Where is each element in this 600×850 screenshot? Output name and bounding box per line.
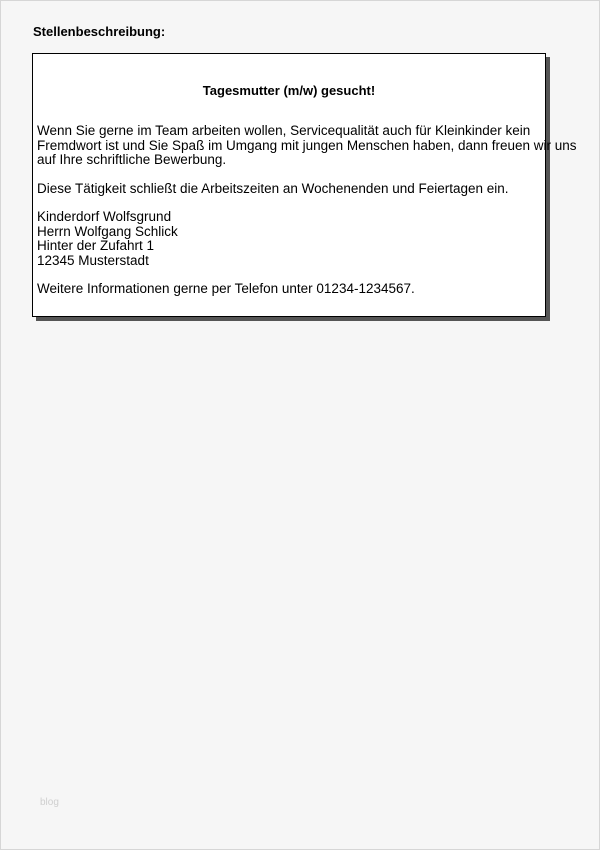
address-line: Herrn Wolfgang Schlick bbox=[37, 223, 178, 239]
job-description-box bbox=[32, 53, 577, 317]
address-block bbox=[37, 210, 541, 268]
address-line: Kinderdorf Wolfsgrund bbox=[37, 209, 172, 224]
watermark-text: blog bbox=[40, 797, 59, 808]
condition-paragraph: Diese Tätigkeit schließt die Arbeitszeiten an Wochenenden und Feiertagen ein. bbox=[37, 180, 509, 196]
contact-paragraph: Weitere Informationen gerne per Telefon unter 01234-1234567. bbox=[37, 281, 415, 296]
address-line: 12345 Musterstadt bbox=[37, 252, 149, 268]
job-title: Tagesmutter (m/w) gesucht! bbox=[202, 83, 376, 98]
page-heading: Stellenbeschreibung: bbox=[33, 24, 166, 39]
intro-line: Fremdwort ist und Sie Spaß im Umgang mit jungen Menschen haben, dann freuen wir uns bbox=[37, 137, 577, 153]
address-line: Hinter der Zufahrt 1 bbox=[37, 238, 155, 253]
intro-paragraph bbox=[37, 123, 577, 168]
intro-line: auf Ihre schriftliche Bewerbung. bbox=[37, 152, 227, 167]
intro-line: Wenn Sie gerne im Team arbeiten wollen, Servicequalität auch für Kleinkinder kein bbox=[37, 123, 531, 138]
